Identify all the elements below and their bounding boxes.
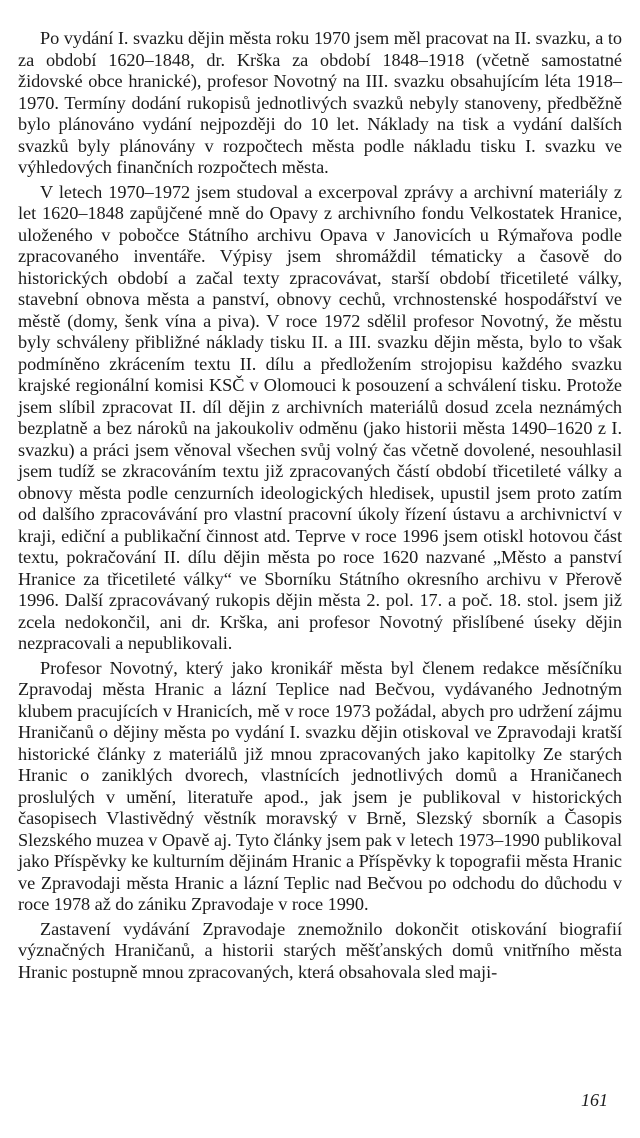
paragraph-4: Zastavení vydávání Zpravodaje znemožnilo dokončit otiskování biografií význačných Hraničanů, a historii starých měšťanských domů vnitřního města Hranic postupně mnou zpracovaných, která obsahovala sled maji-: [18, 918, 622, 982]
page-number: 161: [581, 1090, 608, 1110]
paragraph-2: V letech 1970–1972 jsem studoval a excerpoval zprávy a archivní materiály z let 1620–1848 zapůjčené mně do Opavy z archivního fondu Velkostatek Hranice, uloženého v pobočce Státního archivu Opava v Janovicích u Rýmařova podle zpracovaného inventáře. Výpisy jsem shromáždil tématicky a časově do historických období a začal texty zpracovávat, starší období třicetileté války, stavební obnova města a panství, obnovy cechů, vrchnostenské hospodářství ve městě (domy, šenk vína a piva). V roce 1972 sdělil profesor Novotný, že městu byly schváleny přibližné náklady tisku II. a III. svazku dějin města, bylo to však podmíněno zkrácením textu II. dílu a předložením strojopisu každého svazku krajské regionální komisi KSČ v Olomouci k posouzení a schválení tisku. Protože jsem slíbil zpracovat II. díl dějin z archivních materiálů dosud zcela neznámých bezplatně a bez nároků na jakoukoliv odměnu (jako historii města 1490–1620 z I. svazku) a práci jsem věnoval všechen svůj volný čas včetně dovolené, nesouhlasil jsem tudíž se zkracováním textu již zpracovaných částí období třicetileté války a obnovy města podle cenzurních ideologických hledisek, upustil jsem proto zatím od dalšího zpracovávání pro vlastní pracovní úkoly řízení ústavu a archivnictví v kraji, ediční a publikační činnost atd. Teprve v roce 1996 jsem otiskl hotovou část textu, pokračování II. dílu dějin města po roce 1620 nazvané „Město a panství Hranice za třicetileté války“ ve Sborníku Státního okresního archivu v Přerově 1996. Další zpracovávaný rukopis dějin města 2. pol. 17. a poč. 18. stol. jsem již zcela nedokončil, ani dr. Krška, ani profesor Novotný přislíbené úseky dějin nezpracovali a nepublikovali.: [18, 181, 622, 653]
paragraph-3: Profesor Novotný, který jako kronikář města byl členem redakce měsíčníku Zpravodaj města Hranic a lázní Teplice nad Bečvou, vydávaného Jednotným klubem pracujících v Hranicích, mě v roce 1973 požádal, abych pro udržení zájmu Hraničanů o dějiny města po vydání I. svazku dějin otiskoval ve Zpravodaji kratší historické články z materiálů již mnou zpracovaných jako kapitolky Ze starých Hranic o zaniklých dvorech, vlastnících jednotlivých domů a Hraničanech proslulých v umění, literatuře apod., jak jsem je publikoval v historických časopisech Vlastivědný věstník moravský v Brně, Slezský sborník a Časopis Slezského muzea v Opavě aj. Tyto články jsem pak v letech 1973–1990 publikoval jako Příspěvky ke kulturním dějinám Hranic a Příspěvky k topografii města Hranic ve Zpravodaji města Hranic a lázní Teplic nad Bečvou po odchodu do důchodu v roce 1978 až do zániku Zpravodaje v roce 1990.: [18, 657, 622, 914]
document-page: [18, 28, 622, 986]
paragraph-1: Po vydání I. svazku dějin města roku 1970 jsem měl pracovat na II. svazku, a to za období 1620–1848, dr. Krška za období 1848–1918 (včetně samostatné židovské obce hranické), profesor Novotný na III. svazku obsahujícím léta 1918–1970. Termíny dodání rukopisů jednotlivých svazků nebyly stanoveny, předběžně bylo plánováno vydání nejpozději do 10 let. Náklady na tisk a vydání dalších svazků byly plánovány v rozpočtech města podle nákladu tisku I. svazku ve výhledových finančních rozpočtech města.: [18, 28, 622, 177]
